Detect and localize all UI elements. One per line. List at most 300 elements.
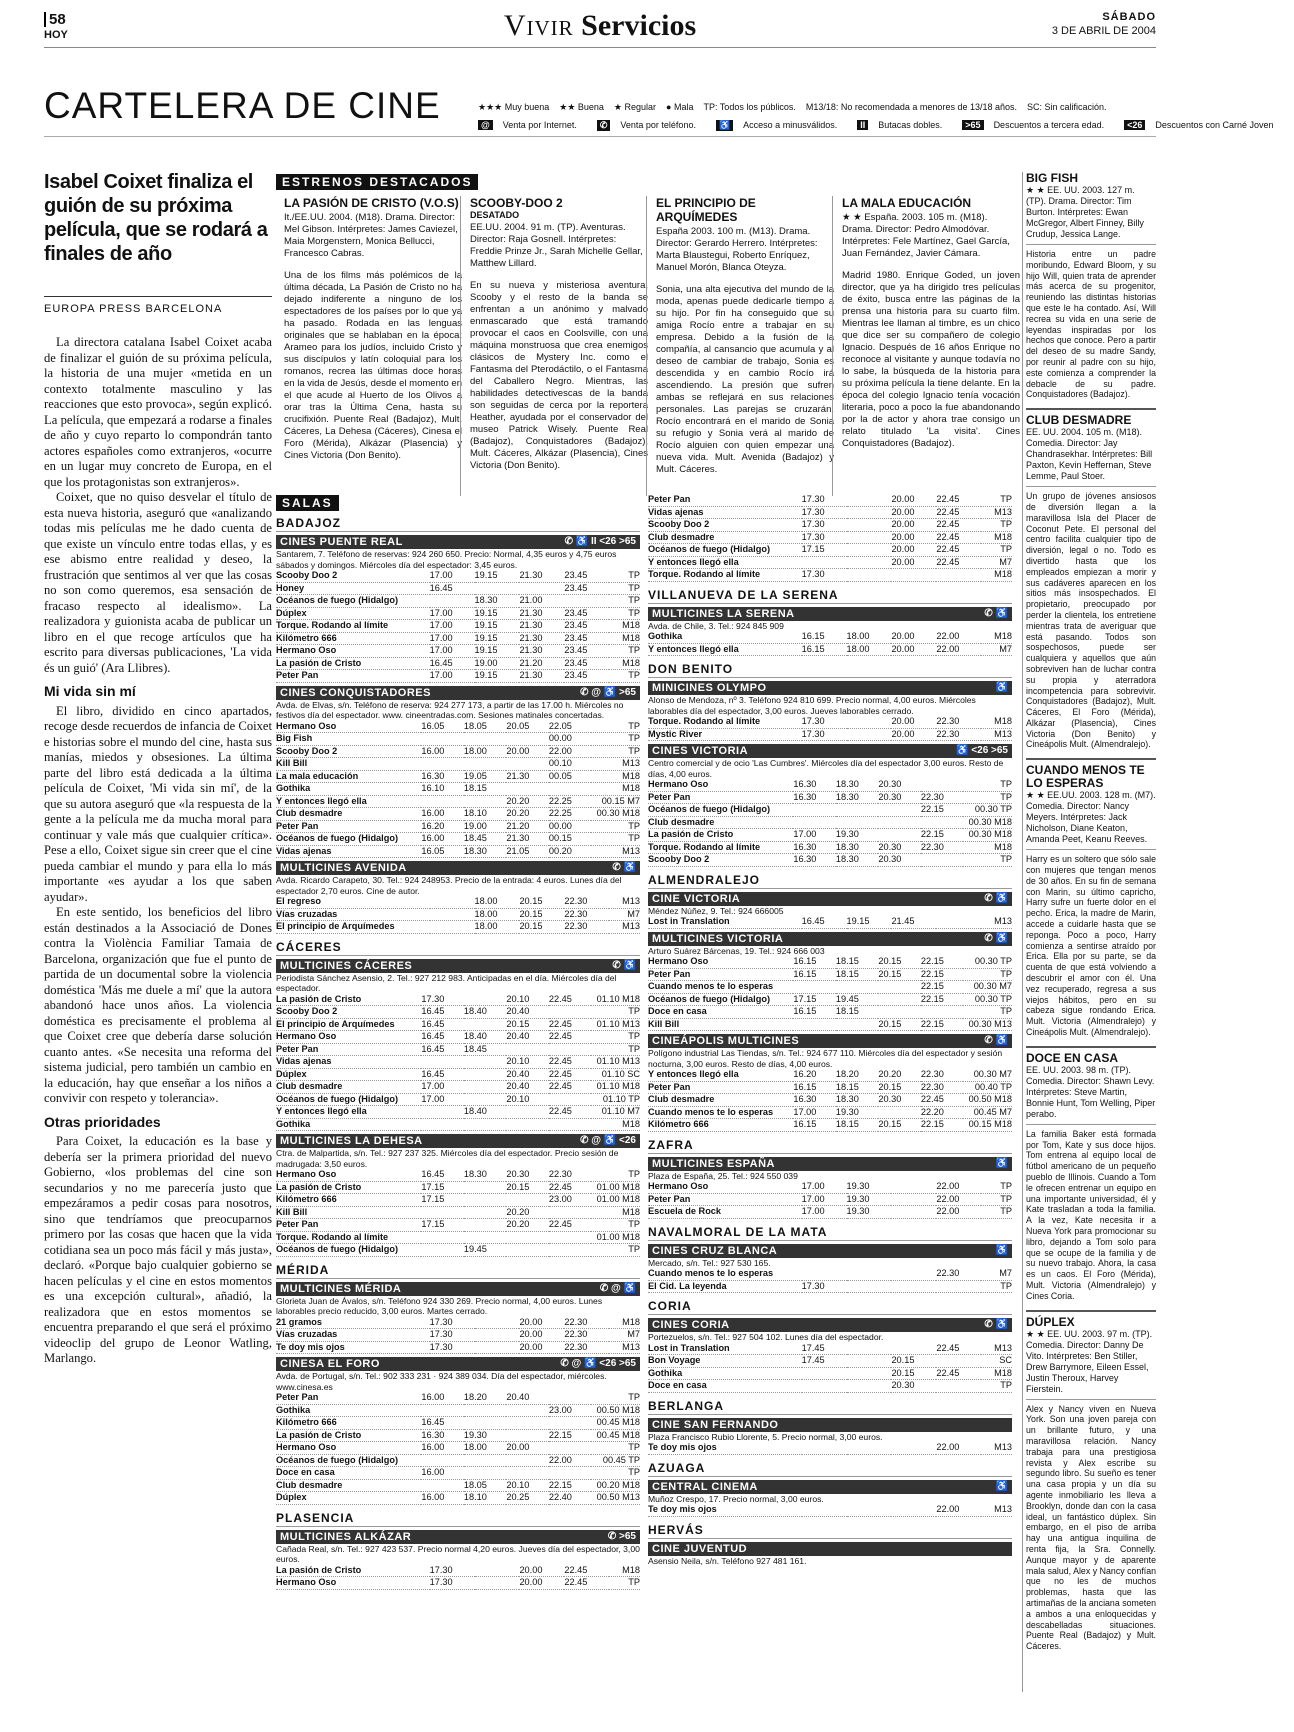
session-time: [464, 1056, 507, 1069]
session-time: TP: [628, 645, 640, 655]
session-time: [464, 1068, 507, 1081]
session-time: 01.10 M7: [601, 1106, 640, 1116]
session-time: 22.25: [548, 808, 572, 818]
article-headline: Isabel Coixet finaliza el guión de su próxima película, que se rodará a finales de año: [44, 171, 268, 265]
movie-title: Gothika: [276, 1404, 311, 1415]
session-time: 21.30: [519, 645, 543, 655]
session-time: 20.30: [506, 1169, 530, 1179]
session-time: 22.30: [920, 1081, 944, 1092]
session-time: 18.05: [463, 720, 487, 731]
session-time: 17.15: [421, 1181, 445, 1192]
session-row: [276, 670, 640, 683]
session-time: 18.05: [463, 1479, 487, 1490]
session-time: [464, 758, 507, 771]
session-row: [276, 1018, 640, 1031]
cinema-title: MINICINES OLYMPO: [652, 682, 767, 694]
legend-badge: ♿: [716, 120, 733, 131]
legend-text: Venta por teléfono.: [620, 120, 696, 130]
movie-title: Vías cruzadas: [276, 908, 338, 919]
movie-title: Peter Pan: [648, 791, 691, 802]
session-time: 16.45: [421, 1031, 445, 1041]
movie-title: Club desmadre: [648, 816, 715, 827]
city-heading: AZUAGA: [648, 1461, 1012, 1477]
session-row: [648, 916, 1012, 928]
session-time: M13: [622, 1341, 640, 1352]
sessions-table: [648, 1069, 1012, 1132]
session-time: 16.00: [421, 1392, 445, 1402]
session-time: 18.30: [835, 779, 859, 789]
movie-title: Y entonces llegó ella: [276, 1106, 367, 1116]
session-time: 01.10 M18: [596, 993, 640, 1004]
session-time: 20.00: [506, 1442, 530, 1452]
session-time: 20.40: [506, 1392, 530, 1402]
session-time: 17.00: [793, 1106, 817, 1117]
cinema-name: [648, 1542, 1012, 1556]
session-time: 23.45: [564, 657, 588, 668]
session-time: [421, 1231, 464, 1244]
cinema-info: Avda. de Elvas, s/n. Teléfono de reserva: 924 277 173, a partir de las 17.00 h. Miércoles no festivos día del espectador. www. cineentradas.com. Sesiones matinales concertadas.: [276, 699, 624, 720]
session-time: 22.30: [564, 908, 588, 919]
city-heading: PLASENCIA: [276, 1511, 640, 1527]
movie-title: Club desmadre: [648, 1094, 715, 1104]
session-time: 20.20: [878, 1069, 902, 1079]
movie-title: Peter Pan: [276, 1043, 319, 1054]
cinema-name: [648, 1034, 1012, 1048]
sessions-table: [276, 570, 640, 683]
session-time: 17.00: [801, 1206, 825, 1216]
session-row: [648, 993, 1012, 1006]
cinema-info: Mercado, s/n. Tel.: 927 530 165.: [648, 1257, 771, 1268]
session-row: [276, 1081, 640, 1094]
session-time: 00.30 TP: [974, 993, 1012, 1004]
movie-title: Vías cruzadas: [276, 1329, 338, 1339]
movie-title: Peter Pan: [276, 1219, 319, 1229]
session-time: 19.15: [846, 916, 870, 926]
session-time: [464, 1404, 507, 1417]
session-time: 20.20: [506, 1219, 530, 1229]
cinema-title: CINES CORIA: [652, 1319, 730, 1331]
session-row: [648, 981, 1012, 994]
session-row: [648, 506, 1012, 519]
session-time: 17.30: [429, 1564, 453, 1575]
session-time: 20.10: [506, 1056, 530, 1066]
session-time: 16.00: [421, 808, 445, 818]
session-time: 22.15: [548, 1429, 572, 1440]
session-time: 16.15: [801, 631, 825, 641]
cinema-info: Cañada Real, s/n. Tel.: 927 423 537. Precio normal 4,20 euros. Jueves día del espectador, 3,00 euros.: [276, 1543, 640, 1564]
session-time: 20.15: [506, 1181, 530, 1192]
session-time: 16.00: [421, 833, 445, 843]
subheading: Otras prioridades: [44, 1113, 161, 1130]
session-time: 00.30 M18: [596, 808, 640, 818]
session-time: 22.30: [548, 1169, 572, 1179]
session-row: [648, 1094, 1012, 1107]
session-time: 17.30: [429, 1577, 453, 1587]
byline-city: BARCELONA: [145, 303, 223, 315]
review: [1026, 414, 1156, 750]
movie-title: Kill Bill: [276, 1206, 308, 1217]
session-time: 22.45: [548, 1081, 572, 1091]
session-time: 22.30: [564, 1329, 588, 1339]
session-time: [549, 1244, 592, 1257]
session-row: [276, 1244, 640, 1257]
session-time: [878, 816, 921, 829]
movie-title: Hermano Oso: [276, 1442, 337, 1452]
session-time: [847, 519, 892, 532]
session-time: 20.15: [878, 1018, 902, 1029]
session-row: [648, 1119, 1012, 1132]
film-subtitle: DESATADO: [470, 210, 520, 220]
session-time: [878, 1006, 921, 1019]
session-time: 22.30: [920, 791, 944, 802]
cinema-info: Polígono industrial Las Tiendas, s/n. Tel.: 924 677 110. Miércoles día del espectador y sesión nocturna, 3,00 euros. Resto de días, 4,00 euros.: [648, 1048, 1003, 1069]
movie-title: Torque. Rodando al límite: [276, 620, 389, 630]
cinema-title: CINES VICTORIA: [652, 745, 749, 757]
session-time: [421, 795, 464, 808]
session-time: [464, 994, 507, 1006]
session-row: [648, 854, 1012, 867]
cinema-icons: ✆ ♿: [612, 862, 636, 873]
session-time: 22.15: [920, 993, 944, 1004]
sessions-table: [276, 896, 640, 934]
session-time: 22.00: [548, 745, 572, 756]
film-title: SCOOBY-DOO 2: [470, 196, 563, 210]
movie-title: Cuando menos te lo esperas: [648, 1106, 774, 1117]
session-time: [549, 1442, 592, 1455]
date-block: [1052, 10, 1156, 38]
session-time: M13: [994, 1342, 1012, 1353]
session-time: 18.30: [835, 1094, 859, 1104]
session-time: [802, 1442, 847, 1454]
session-time: 18.30: [463, 845, 487, 856]
review-meta: ★ ★ EE.UU. 2003. 128 m. (M7). Comedia. Director: Nancy Meyers. Intérpretes: Jack Nicholson, Diane Keaton, Amanda Peet, Keanu Reeves.: [1026, 790, 1156, 850]
session-row: [276, 582, 640, 595]
session-time: TP: [628, 745, 640, 756]
movie-title: Gothika: [648, 631, 683, 641]
session-time: 20.00: [519, 1341, 543, 1352]
session-row: [648, 494, 1012, 506]
session-row: [276, 1492, 640, 1505]
session-time: TP: [628, 1031, 640, 1041]
session-time: 18.00: [846, 631, 870, 641]
session-time: [847, 1280, 892, 1293]
session-time: [421, 733, 464, 746]
session-time: 01.10 M18: [596, 1081, 640, 1091]
session-time: 17.00: [421, 1093, 445, 1104]
cinema-icons: ✆ @ ♿ <26 >65: [560, 1358, 636, 1369]
session-time: 22.30: [936, 1268, 960, 1278]
movie-title: Te doy mis ojos: [276, 1341, 345, 1352]
cinema-info: Avda. de Portugal, s/n. Tel.: 902 333 231 · 924 389 034. Día del espectador, miércoles. www.cinesa.es: [276, 1371, 607, 1392]
cinema-name: [276, 1357, 640, 1371]
city-heading: ALMENDRALEJO: [648, 873, 1012, 889]
session-time: 19.45: [463, 1244, 487, 1254]
session-row: [276, 908, 640, 921]
session-time: 16.45: [421, 1043, 445, 1054]
session-time: 20.00: [891, 728, 915, 739]
cinema-info: Plaza Francisco Rubio Llorente, 5. Precio normal, 3,00 euros.: [648, 1431, 883, 1442]
cinema-name: [276, 1530, 640, 1544]
session-row: [276, 1565, 640, 1577]
session-time: M18: [994, 631, 1012, 641]
session-time: 17.30: [801, 531, 825, 542]
movie-title: Club desmadre: [648, 531, 715, 542]
cinema-title: CINES PUENTE REAL: [280, 536, 403, 548]
session-time: [506, 1467, 549, 1480]
city-heading: CÁCERES: [276, 940, 640, 956]
session-time: M18: [622, 1564, 640, 1575]
session-time: 21.30: [519, 632, 543, 643]
session-time: 17.45: [801, 1342, 825, 1353]
session-time: 22.25: [548, 795, 572, 806]
session-time: 16.30: [793, 779, 817, 789]
cinema-name: [276, 535, 640, 549]
sessions-table: [648, 1181, 1012, 1219]
session-time: TP: [628, 720, 640, 731]
session-time: 22.45: [936, 531, 960, 542]
legend-item: ● Mala: [666, 102, 694, 112]
session-time: [891, 1442, 936, 1454]
session-time: 22.45: [564, 1577, 588, 1587]
cinema-info: Avda. Ricardo Carapeto, 30. Tel.: 924 248953. Precio de la entrada: 4 euros. Lunes día del espectador 2,70 euros. Cine de autor.: [276, 875, 622, 896]
session-time: M7: [999, 556, 1012, 567]
session-time: [464, 1194, 507, 1207]
session-time: [847, 716, 892, 728]
session-time: 22.30: [936, 728, 960, 739]
session-time: [506, 1118, 549, 1131]
session-time: TP: [628, 1006, 640, 1016]
cinema-title: CENTRAL CINEMA: [652, 1480, 758, 1493]
session-time: [506, 1404, 549, 1417]
session-time: 17.30: [801, 1280, 825, 1291]
session-time: 21.30: [506, 770, 530, 781]
movie-title: Kill Bill: [276, 758, 308, 768]
byline-agency: EUROPA PRESS: [44, 303, 142, 315]
cinema-name: [648, 681, 1012, 695]
session-time: 01.00 M18: [596, 1194, 640, 1204]
session-time: 19.00: [474, 657, 498, 668]
session-time: 21.30: [519, 570, 543, 580]
session-time: 20.15: [878, 1119, 902, 1129]
session-time: 22.45: [936, 1342, 960, 1353]
session-time: 17.30: [801, 728, 825, 739]
review: [1026, 172, 1156, 400]
session-time: 22.00: [936, 1504, 960, 1514]
review-synopsis: Historia entre un padre moribundo, Edward Bloom, y su hijo Will, quien trata de aprender más acerca de su progenitor, reuniendo las distintas historias que este le ha contado. Así, Will recrea su vida en una serie de leyendas inspiradas por los hechos que conoce. Pero a partir del deseo de su madre Sandy, por reunir al padre con su hijo, este comienza a comprender la debacle de su padre. Conquistadores (Badajoz).: [1026, 249, 1156, 400]
session-row: [648, 1280, 1012, 1293]
session-row: [276, 1467, 640, 1480]
session-time: [936, 1380, 981, 1393]
session-time: [847, 1343, 892, 1355]
movie-title: Lost in Translation: [648, 916, 730, 926]
session-row: [648, 1355, 1012, 1368]
session-time: 18.15: [835, 1006, 859, 1016]
session-row: [648, 1268, 1012, 1280]
session-row: [276, 1006, 640, 1019]
session-time: 18.30: [835, 791, 859, 802]
cinema-name: [648, 1480, 1012, 1494]
session-time: 18.40: [463, 1106, 487, 1116]
session-time: 22.45: [936, 556, 960, 567]
cinema-title: CINE VICTORIA: [652, 892, 741, 905]
session-time: [836, 1018, 879, 1031]
session-time: [793, 816, 836, 829]
session-time: 20.20: [506, 808, 530, 818]
session-time: 20.00: [519, 1316, 543, 1327]
session-time: [464, 795, 507, 808]
session-time: [421, 1244, 464, 1257]
session-time: 18.10: [463, 1492, 487, 1502]
movie-title: Océanos de fuego (Hidalgo): [276, 833, 398, 843]
session-time: [847, 494, 892, 506]
session-row: [648, 1380, 1012, 1393]
session-time: 22.30: [564, 1316, 588, 1327]
session-row: [276, 745, 640, 758]
session-time: 17.15: [793, 993, 817, 1004]
session-time: M13: [622, 921, 640, 931]
session-time: 22.15: [920, 968, 944, 979]
legend-badge: ✆: [597, 120, 611, 131]
section-vivir: Vivir: [503, 9, 574, 42]
legend-item: ★ Regular: [613, 102, 657, 112]
review-divider: [1026, 1310, 1156, 1312]
cinema-info: Méndez Núñez, 9. Tel.: 924 666005: [648, 905, 784, 916]
session-time: [836, 981, 879, 994]
session-time: 22.45: [936, 506, 960, 517]
session-time: 01.00 M18: [596, 1181, 640, 1192]
session-row: [648, 1343, 1012, 1355]
session-time: M18: [994, 1367, 1012, 1378]
session-time: [847, 544, 892, 557]
review-meta: EE. UU. 2003. 98 m. (TP). Comedia. Director: Shawn Levy. Intérpretes: Steve Martin, Bonnie Hunt, Tom Welling, Piper perabo.: [1026, 1065, 1156, 1125]
session-time: [847, 728, 892, 741]
session-time: M18: [622, 783, 640, 793]
session-row: [648, 519, 1012, 532]
session-time: 00.30 M7: [973, 1069, 1012, 1079]
column-divider: [1022, 172, 1023, 1692]
session-time: TP: [1000, 1181, 1012, 1191]
cinema-info: Avda. de Chile, 3. Tel.: 924 845 909: [648, 620, 784, 631]
session-time: TP: [628, 1043, 640, 1054]
session-row: [648, 829, 1012, 842]
session-row: [276, 721, 640, 733]
session-time: 19.30: [846, 1181, 870, 1191]
session-time: [549, 1417, 592, 1430]
session-time: 21.20: [519, 657, 543, 668]
session-row: [276, 1577, 640, 1590]
review-divider: [1026, 408, 1156, 410]
cinema-title: CINEÁPOLIS MULTICINES: [652, 1035, 800, 1047]
session-time: 22.30: [564, 896, 588, 906]
session-time: 22.45: [548, 1181, 572, 1192]
review-title: BIG FISH: [1026, 171, 1079, 185]
session-time: 16.15: [793, 1119, 817, 1129]
session-time: 22.15: [920, 981, 944, 991]
movie-title: Peter Pan: [648, 968, 691, 979]
session-time: [421, 1056, 464, 1069]
cinema-icons: ✆ ♿: [612, 959, 636, 971]
session-time: 00.00: [548, 820, 572, 831]
cinema-info: Portezuelos, s/n. Tel.: 927 504 102. Lunes día del espectador.: [648, 1332, 884, 1342]
session-time: [464, 1018, 507, 1031]
cinema-title: CINE SAN FERNANDO: [652, 1418, 779, 1431]
cinema-icons: ♿ <26 >65: [956, 745, 1008, 756]
session-time: TP: [628, 1392, 640, 1402]
session-time: 20.00: [891, 716, 915, 726]
movie-title: Scooby Doo 2: [648, 519, 710, 529]
session-time: M18: [622, 1316, 640, 1327]
session-time: [878, 1106, 921, 1119]
session-time: 19.15: [474, 607, 498, 618]
session-time: 16.45: [421, 1006, 445, 1016]
city-heading: HERVÁS: [648, 1523, 1012, 1539]
session-time: [549, 1231, 592, 1244]
movie-title: Escuela de Rock: [648, 1206, 722, 1216]
session-row: [276, 632, 640, 645]
session-time: [464, 1454, 507, 1467]
review-meta: ★ ★ EE. UU. 2003. 127 m. (TP). Drama. Director: Tim Burton. Intérpretes: Ewan McGregor, Albert Finney, Billy Crudup, Jessica Lange.: [1026, 185, 1156, 245]
session-time: 20.00: [506, 745, 530, 756]
cinema-info: Ctra. de Malpartida, s/n. Tel.: 927 237 325. Miércoles día del espectador. Precio sesión de madrugada: 3,50 euros.: [276, 1148, 619, 1169]
legend-text: Butacas dobles.: [878, 120, 943, 130]
session-time: 17.30: [429, 1341, 453, 1352]
session-time: [475, 1329, 520, 1342]
session-time: 18.40: [463, 1006, 487, 1016]
session-time: 01.10 SC: [601, 1068, 640, 1079]
session-time: 22.45: [548, 1031, 572, 1041]
session-time: TP: [1000, 1193, 1012, 1204]
session-time: 20.15: [891, 1355, 915, 1365]
session-time: [921, 816, 964, 829]
film-synopsis: Una de los films más polémicos de la última década, La Pasión de Cristo no ha dejado indiferente a ninguno de los espectadores de los países por lo que ya ha pasado. Rodada en las lenguas originales que se hablaban en la época; Arameo para los judíos, incluido Cristo y sus discípulos y latín coloquial para los romanos, recrea las últimas doce horas en la vida de Jesús, desde el momento en el que acude al Huerto de los Olivos a orar tras la Última Cena, hasta su crucifixión. Puente Real (Badajoz), Mult. Cáceres, La Dehesa (Cáceres), Cinesa el Foro (Mérida), Alkázar (Plasencia) y Cines Victoria (Don Benito).: [284, 270, 462, 461]
movie-title: Big Fish: [276, 733, 313, 743]
session-time: [891, 569, 936, 582]
session-time: [506, 1454, 549, 1467]
session-row: [276, 808, 640, 821]
session-time: 22.15: [920, 804, 944, 814]
column-divider: [646, 196, 647, 496]
session-time: TP: [628, 1442, 640, 1452]
movie-title: Peter Pan: [276, 1392, 319, 1402]
session-time: [793, 981, 836, 994]
session-time: 20.00: [891, 519, 915, 529]
session-time: [421, 1106, 464, 1119]
session-time: 20.05: [506, 720, 530, 731]
sessions-table: [648, 916, 1012, 929]
session-time: 22.15: [920, 956, 944, 966]
session-time: [421, 1479, 464, 1492]
session-row: [276, 1429, 640, 1442]
session-row: [276, 1417, 640, 1430]
session-time: [921, 1006, 964, 1019]
session-time: 22.45: [548, 993, 572, 1004]
session-time: TP: [1000, 1006, 1012, 1016]
session-row: [276, 783, 640, 796]
paragraph: Coixet, que no quiso desvelar el título de esta nueva historia, aseguró que «analizando todas mis películas me he dado cuenta de que existe un vínculo entre todas ellas, y es ese abismo entre realidad y deseo, la frustración que sentimos al ver que las cosas no son como queremos, esa sensación de fracaso respecto al idealismo». La realizadora y guionista acaba de publicar un libro en el que recoge artículos que ha escrito para diversas publicaciones, 'La vida és un guió' (Ara Llibres).: [44, 490, 272, 675]
review-synopsis: Alex y Nancy viven en Nueva York. Son una joven pareja con un brillante futuro, y una maravillosa relación. Nancy trabaja para una prestigiosa revista y Alex escribe su segundo libro. Su sueño es tener una casa propia y un día su agente inmobiliario les lleva a Brooklyn, donde dan con la casa ideal, un fantástico dúplex. Sin embargo, en el piso de arriba hay una antigua inquilina de renta fija, la Sra. Connelly. Aunque mayor y de aparente mala salud, Alex y Nancy confían que no les de muchos problemas, hasta que las artimañas de la anciana someten a ambos a una enloquecidas y descabelladas situaciones. Puente Real (Badajoz) y Mult. Cáceres.: [1026, 1403, 1156, 1652]
page-title: CARTELERA DE CINE: [44, 85, 441, 126]
session-time: TP: [1000, 544, 1012, 554]
session-time: TP: [628, 670, 640, 680]
cinema-info: Arturo Suárez Bárcenas, 19. Tel.: 924 666 003: [648, 945, 825, 956]
weekday: SÁBADO: [1102, 11, 1156, 23]
session-time: 00.50 M18: [968, 1094, 1012, 1104]
sessions-table: [648, 779, 1012, 867]
legend-badge: <26: [1124, 120, 1145, 130]
movie-title: Cuando menos te lo esperas: [648, 981, 774, 991]
session-time: 17.15: [421, 1194, 445, 1204]
session-time: 20.40: [506, 1081, 530, 1091]
